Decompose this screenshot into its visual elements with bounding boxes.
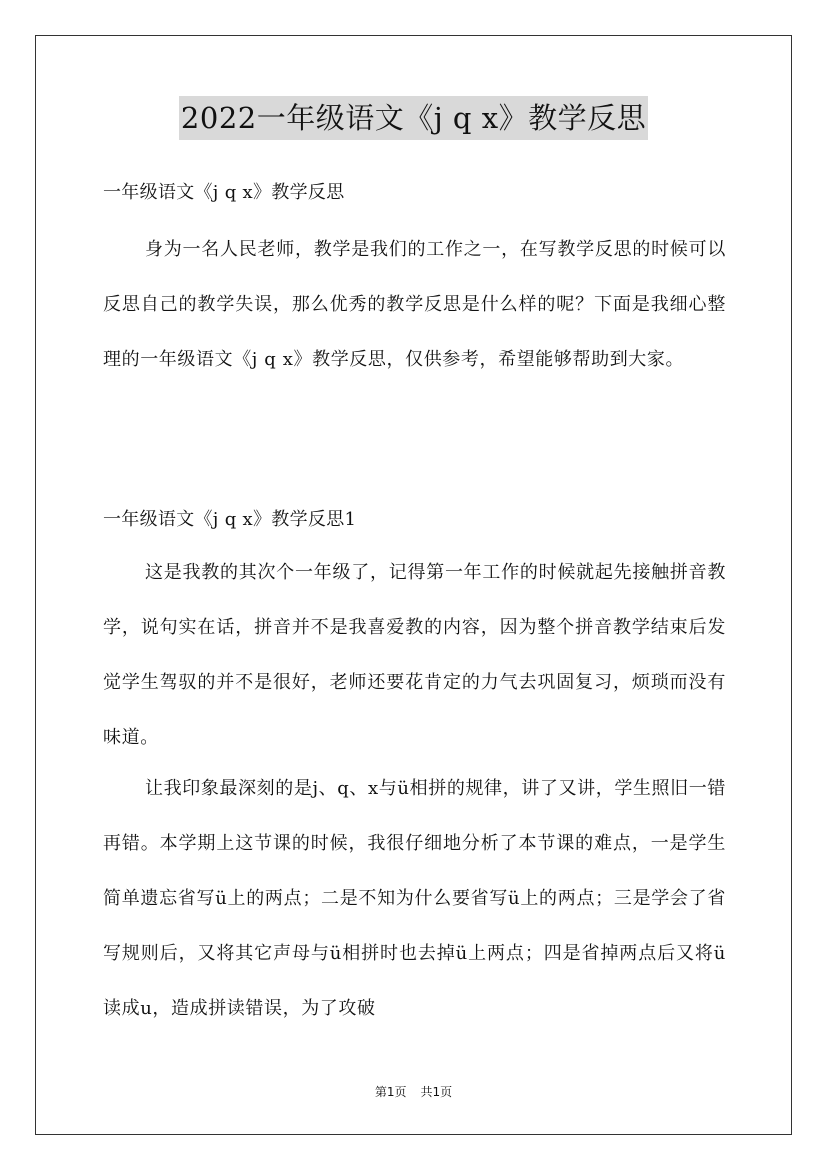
body-paragraph-1: 这是我教的其次个一年级了，记得第一年工作的时候就起先接触拼音教学，说句实在话，拼音并不是我喜爱教的内容，因为整个拼音教学结束后发觉学生驾驭的并不是很好，老师还要花肯定的力气去巩固复习，烦琐而没有味道。 [103, 562, 726, 748]
page-footer [0, 1083, 827, 1100]
title-container [0, 96, 827, 140]
section-body-2 [103, 761, 726, 1036]
document-subtitle: 一年级语文《j q x》教学反思 [103, 182, 345, 203]
body-paragraph-2: 让我印象最深刻的是j、q、x与ü相拼的规律，讲了又讲，学生照旧一错再错。本学期上这节课的时候，我很仔细地分析了本节课的难点，一是学生简单遗忘省写ü上的两点；二是不知为什么要省写ü上的两点；三是学会了省写规则后，又将其它声母与ü相拼时也去掉ü上两点；四是省掉两点后又将ü读成u，造成拼读错误，为了攻破 [103, 778, 726, 1019]
intro-paragraph: 身为一名人民老师，教学是我们的工作之一，在写教学反思的时候可以反思自己的教学失误，那么优秀的教学反思是什么样的呢？下面是我细心整理的一年级语文《j q x》教学反思，仅供参考，希望能够帮助到大家。 [103, 239, 726, 370]
section-heading: 一年级语文《j q x》教学反思1 [103, 509, 357, 530]
document-title: 2022一年级语文《j q x》教学反思 [179, 96, 648, 140]
page-number: 第1页 [374, 1085, 407, 1099]
section-body-1 [103, 545, 726, 765]
intro-block [103, 222, 726, 387]
page-total: 共1页 [420, 1085, 453, 1099]
